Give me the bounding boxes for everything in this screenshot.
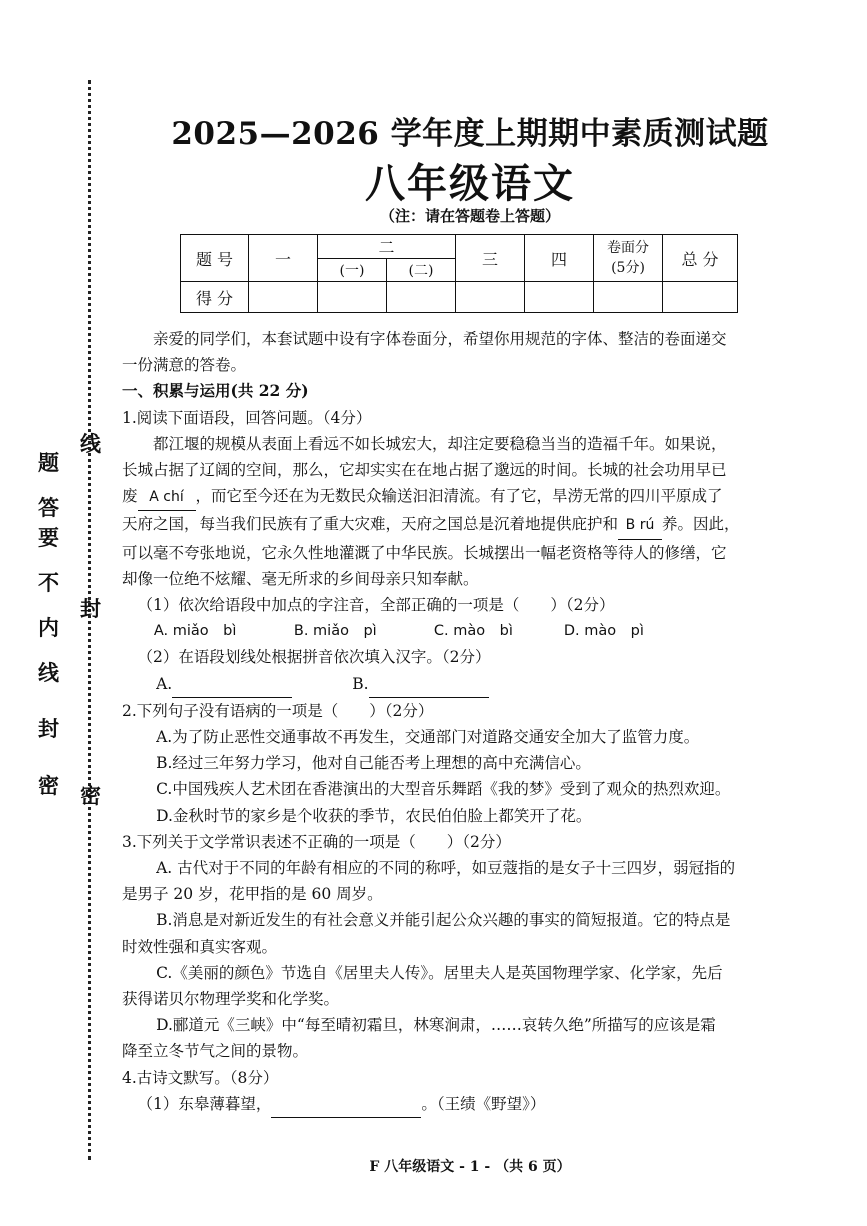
score-cell [318, 282, 387, 313]
side-text-char: 要 [38, 525, 59, 550]
option-a: A. 古代对于不同的年龄有相应的不同的称呼，如豆蔻指的是女子十三四岁，弱冠指的 [156, 859, 736, 878]
score-table-header: (二) [387, 259, 456, 282]
side-text-char: 线 [38, 660, 59, 685]
poem-line-source: 。（王绩《野望》） [421, 1094, 546, 1113]
score-table-header-line: (5分) [611, 260, 645, 276]
option-a-cont: 是男子 20 岁，花甲指的是 60 周岁。 [122, 885, 383, 904]
score-table-header [594, 235, 663, 282]
exam-body [122, 326, 812, 1118]
option-d-cont: 降至立冬节气之间的景物。 [122, 1042, 309, 1061]
intro-line: 亲爱的同学们，本套试题中设有字体卷面分，希望你用规范的字体、整洁的卷面递交 [153, 330, 727, 348]
passage-line: 长城占据了辽阔的空间，那么，它却实实在在地占据了邈远的时间。长城的社会功用早已 [122, 461, 727, 480]
option-b: B. miǎo pì [293, 623, 377, 640]
side-text-char: 答 [38, 495, 59, 520]
poem-answer-blank[interactable] [271, 1091, 421, 1118]
passage-text: 养。因此， [662, 515, 740, 534]
question-title: 4.古诗文默写。（8分） [122, 1068, 279, 1087]
score-cell [456, 282, 525, 313]
poem-line-start: （1）东皋薄暮望， [137, 1094, 272, 1113]
option-d: D.金秋时节的家乡是个收获的季节，农民伯伯脸上都笑开了花。 [156, 806, 592, 825]
blank-label: A. [156, 674, 173, 693]
passage-line: 却像一位绝不炫耀、毫无所求的乡间母亲只知奉献。 [122, 569, 479, 588]
option-c: C. mào bì [433, 623, 513, 640]
option-a: A.为了防止恶性交通事故不再发生，交通部门对道路交通安全加大了监管力度。 [156, 728, 700, 747]
intro-line: 一份满意的答卷。 [122, 356, 247, 375]
score-cell [387, 282, 456, 313]
score-cell [525, 282, 594, 313]
score-table-header: 题 号 [181, 235, 249, 282]
passage-text: 废 [122, 487, 138, 506]
side-text-char: 线 [80, 431, 101, 456]
option-c-cont: 获得诺贝尔物理学奖和化学奖。 [122, 990, 340, 1009]
side-text-char: 密 [38, 773, 59, 798]
option-d: D. mào pì [563, 623, 644, 640]
score-table-header: 二 [318, 235, 456, 259]
option-c: C.《美丽的颜色》节选自《居里夫人传》。居里夫人是英国物理学家、化学家，先后 [156, 963, 723, 982]
answer-blank-a[interactable] [172, 671, 292, 698]
score-table-header: 三 [456, 235, 525, 282]
options-row [122, 618, 812, 644]
passage-line: 都江堰的规模从表面上看远不如长城宏大，却注定要稳稳当当的造福千年。如果说， [153, 434, 727, 453]
option-b-cont: 时效性强和真实客观。 [122, 937, 278, 956]
side-text-char: 不 [38, 570, 59, 595]
option-b: B.消息是对新近发生的有社会意义并能引起公众兴趣的事实的简短报道。它的特点是 [156, 911, 731, 930]
pinyin-blank-a: A chí [138, 484, 196, 511]
answer-blanks [122, 671, 812, 698]
passage-line: 可以毫不夸张地说，它永久性地灌溉了中华民族。长城摆出一幅老资格等待人的修缮，它 [122, 543, 727, 562]
answer-blank-b[interactable] [369, 671, 489, 698]
page-footer: F 八年级语文 - 1 - （共 6 页） [369, 1159, 571, 1175]
score-table-header: 总 分 [663, 235, 738, 282]
option-b: B.经过三年努力学习，他对自己能否考上理想的高中充满信心。 [156, 754, 591, 773]
exam-subtitle: 八年级语文 [365, 160, 575, 207]
option-a: A. miǎo bì [153, 623, 237, 640]
option-d: D.郦道元《三峡》中“每至晴初霜旦，林寒涧肃，……哀转久绝”所描写的应该是霜 [156, 1016, 716, 1035]
question-title: 2.下列句子没有语病的一项是（ ）（2分） [122, 701, 434, 720]
option-c: C.中国残疾人艺术团在香港演出的大型音乐舞蹈《我的梦》受到了观众的热烈欢迎。 [156, 780, 731, 799]
sub-question [122, 1091, 812, 1118]
score-table [180, 234, 738, 313]
side-text-char: 内 [38, 615, 59, 640]
side-text-char: 题 [38, 450, 59, 475]
score-table-header: 四 [525, 235, 594, 282]
passage-text: ，而它至今还在为无数民众输送汩汩清流。有了它，旱涝无常的四川平原成了 [195, 487, 723, 506]
score-table-header: (一) [318, 259, 387, 282]
score-table-header: 一 [249, 235, 318, 282]
side-text-char: 封 [38, 716, 59, 741]
passage-line [122, 511, 812, 539]
score-cell [663, 282, 738, 313]
blank-label: B. [352, 674, 369, 693]
exam-title: 2025—2026 学年度上期期中素质测试题 [171, 116, 769, 152]
score-cell [249, 282, 318, 313]
sub-question: （1）依次给语段中加点的字注音，全部正确的一项是（ ）（2分） [137, 596, 615, 615]
question-title: 3.下列关于文学常识表述不正确的一项是（ ）（2分） [122, 832, 511, 851]
pinyin-blank-b: B rú [618, 512, 662, 539]
passage-text: 天府之国，每当我们民族有了重大灾难，天府之国总是沉着地提供庇护和 [122, 515, 619, 534]
passage-line [122, 483, 812, 511]
score-table-header: 得 分 [181, 282, 249, 313]
side-text-char: 密 [80, 783, 101, 808]
section-heading: 一、积累与运用(共 22 分) [122, 381, 309, 401]
exam-note: （注：请在答题卷上答题） [379, 207, 560, 225]
sub-question: （2）在语段划线处根据拼音依次填入汉字。（2分） [137, 648, 491, 667]
score-cell [594, 282, 663, 313]
side-text-char: 封 [80, 596, 101, 621]
score-table-header-line: 卷面分 [607, 240, 649, 256]
question-title: 1.阅读下面语段，回答问题。（4分） [122, 408, 372, 427]
